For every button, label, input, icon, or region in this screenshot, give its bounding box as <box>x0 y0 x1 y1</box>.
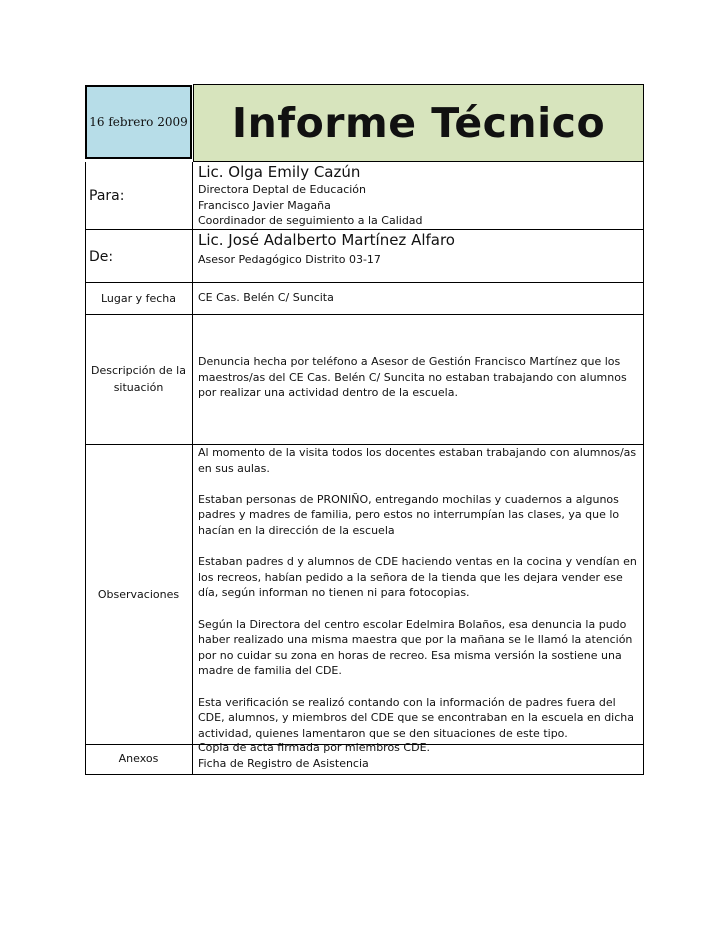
de-role: Asesor Pedagógico Distrito 03-17 <box>198 253 381 266</box>
de-label: De: <box>89 249 114 265</box>
observaciones-row <box>85 444 644 744</box>
descripcion-text: Denuncia hecha por teléfono a Asesor de Gestión Francisco Martínez que los maestros/as del CE Cas. Belén C/ Suncita no estaban trabajando con alumnos por realizar una actividad dentro de la escuela. <box>198 355 627 400</box>
para-line: Francisco Javier Magaña <box>198 198 331 212</box>
lugar-row <box>85 282 644 314</box>
table-bottom-border <box>85 774 644 775</box>
lugar-value: CE Cas. Belén C/ Suncita <box>198 291 334 304</box>
observaciones-label: Observaciones <box>97 587 180 601</box>
para-label: Para: <box>89 187 125 204</box>
descripcion-row <box>85 314 644 444</box>
observaciones-content <box>198 445 642 741</box>
observation-paragraph: Estaban padres d y alumnos de CDE haciendo ventas en la cocina y vendían en los recreos, habían pedido a la señora de la tienda que les dejara vender ese día, según informan no tienen ni para fotocopias. <box>198 555 637 600</box>
para-row <box>85 162 644 229</box>
para-content <box>198 163 642 229</box>
de-sender-name: Lic. José Adalberto Martínez Alfaro <box>198 231 455 249</box>
report-date: 16 febrero 2009 <box>85 85 192 159</box>
anexo-item: Ficha de Registro de Asistencia <box>198 756 369 770</box>
observation-paragraph: Según la Directora del centro escolar Edelmira Bolaños, esa denuncia la pudo haber realizado una misma maestra que por la mañana se le llamó la atención por no cuidar su zona en horas de recreo. Esa misma versión la sostiene una madre de familia del CDE. <box>198 617 633 678</box>
descripcion-label: Descripción de la situación <box>91 364 186 394</box>
anexo-item: Copia de acta firmada por miembros CDE. <box>198 741 431 754</box>
anexos-row <box>85 741 644 774</box>
anexos-label: Anexos <box>118 751 159 765</box>
observation-paragraph: Estaban personas de PRONIÑO, entregando mochilas y cuadernos a algunos padres y madres de familia, pero estos no interrumpían las clases, ya que lo hacían en la dirección de la escuela <box>198 492 620 537</box>
de-content <box>198 231 642 268</box>
de-row <box>85 229 644 282</box>
para-line: Coordinador de seguimiento a la Calidad <box>198 214 423 228</box>
para-recipient-name: Lic. Olga Emily Cazún <box>198 163 361 181</box>
lugar-label: Lugar y fecha <box>100 291 177 305</box>
anexos-content <box>198 740 642 771</box>
report-title: Informe Técnico <box>193 84 644 162</box>
observation-paragraph: Al momento de la visita todos los docentes estaban trabajando con alumnos/as en sus aulas. <box>198 446 637 475</box>
observation-paragraph: Esta verificación se realizó contando con la información de padres fuera del CDE, alumnos, y miembros del CDE que se encontraban en la escuela en dicha actividad, quienes lamentaron que se den situaciones de este tipo. <box>198 695 634 740</box>
para-line: Directora Deptal de Educación <box>198 183 366 196</box>
